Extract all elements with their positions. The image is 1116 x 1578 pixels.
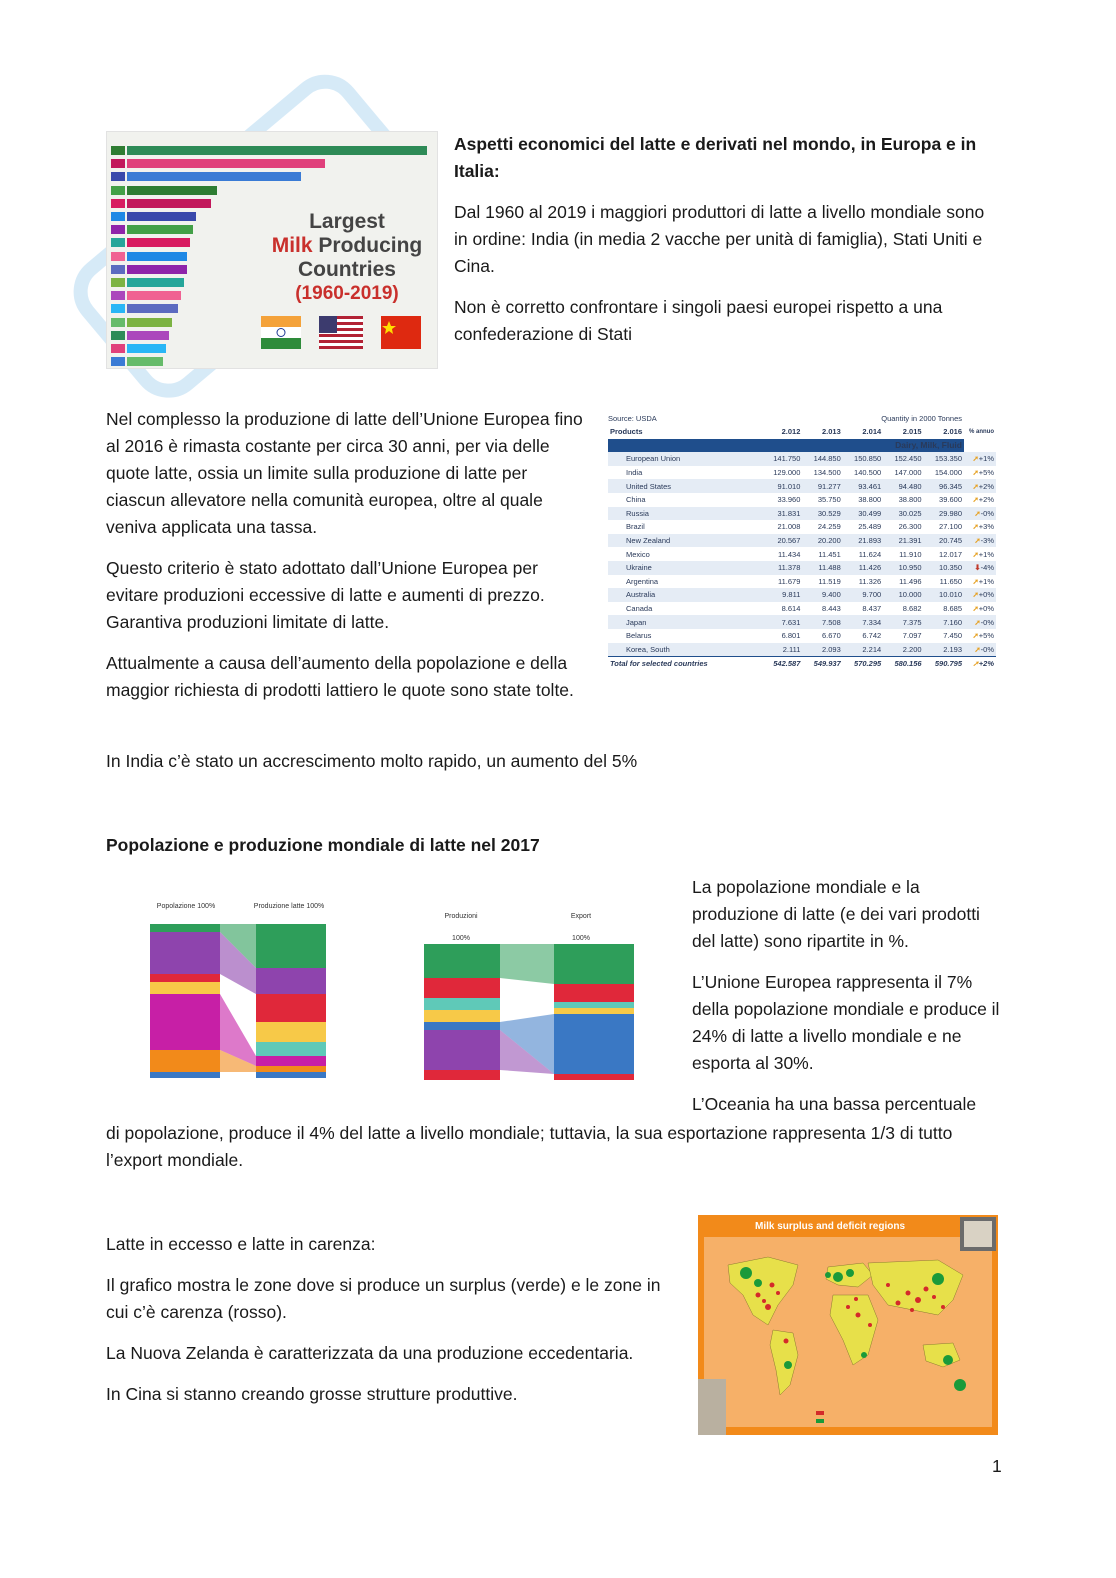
country-flag-icon — [111, 278, 125, 287]
arrow-up-icon: ➚ — [972, 576, 979, 586]
producer-bar — [127, 344, 166, 353]
page-number: 1 — [992, 1456, 1002, 1476]
paragraph: Non è corretto confrontare i singoli paesi europei rispetto a una confederazione di Stati — [454, 297, 943, 344]
arrow-up-icon: ➚ — [974, 644, 981, 654]
country-flag-icon — [111, 159, 125, 168]
table-row: Argentina 11.679 11.519 11.326 11.496 11.650 ➚+1% — [626, 576, 994, 586]
table-row: Ukraine 11.378 11.488 11.426 10.950 10.350 ⬇-4% — [608, 561, 996, 575]
section-eu-quotas — [106, 406, 588, 718]
arrow-up-icon: ➚ — [972, 604, 979, 614]
label-population: Popolazione 100% — [156, 903, 216, 910]
producer-bar — [127, 331, 169, 340]
left-stack — [150, 924, 326, 1078]
producer-bar — [127, 199, 211, 208]
table-row: Canada 8.614 8.443 8.437 8.682 8.685 ➚+0% — [626, 604, 994, 614]
column-header: 2.014 — [862, 427, 882, 437]
paragraph: Il grafico mostra le zone dove si produce un surplus (verde) e le zone in cui c’è carenza (rosso). — [106, 1275, 661, 1322]
arrow-up-icon: ➚ — [972, 454, 979, 464]
paragraph: Latte in eccesso e latte in carenza: — [106, 1234, 376, 1254]
label-pct-right: 100% — [572, 935, 590, 942]
india-flag-icon — [261, 316, 301, 349]
column-header: 2.015 — [902, 427, 922, 437]
paragraph-oceania: di popolazione, produce il 4% del latte a livello mondiale; tuttavia, la sua esportazione rappresenta 1/3 di tutto l’export mondiale. — [106, 1123, 953, 1170]
country-flag-icon — [111, 172, 125, 181]
category-label: Dairy, Milk, Fluid — [608, 439, 964, 453]
table-row: New Zealand 20.567 20.200 21.893 21.391 20.745 ➚-3% — [608, 534, 996, 548]
table-row: India 129.000 134.500 140.500 147.000 154.000 ➚+5% — [626, 468, 994, 478]
table-row: Japan 7.631 7.508 7.334 7.375 7.160 ➚-0% — [608, 615, 996, 629]
producer-bar — [127, 146, 427, 155]
country-flag-icon — [111, 357, 125, 366]
right-stack — [424, 944, 634, 1080]
column-header: 2.013 — [822, 427, 841, 437]
section-heading: Aspetti economici del latte e derivati nel mondo, in Europa e in Italia: — [454, 134, 977, 181]
country-flag-icon — [111, 146, 125, 155]
data-table: Products 2.012 2.013 2.014 2.015 2.016 % annuo Dairy, Milk, Fluid European Union 141.750 144.850 150.850 152.450 153.350 ➚+1% India 129.000 134.500 140.500 147.000 154.000 ➚+5% United States 91.010 91.277 93.461 94.480 96.345 ➚+2% China 33.960 35.750 38.800 38.800 39.600 ➚+2% Russia 31.831 30.529 30.499 30.025 29.980 ➚-0% Brazil 21.008 24.259 25.489 26.300 27.100 ➚+3% New Zealand 20.567 20.200 21.893 21.391 20.745 ➚-3% Mexico 11.434 11.451 11.624 11.910 12.017 ➚+1% Ukraine 11.378 11.488 11.426 10.950 10.350 ⬇-4% Argentina 11.679 11.519 11.326 11.496 11.650 ➚+1% Australia 9.811 9.400 9.700 10.000 10.010 ➚+0% Canada 8.614 8.443 8.437 8.682 8.685 ➚+0% Japan 7.631 7.508 7.334 7.375 7.160 ➚-0% Belarus 6.801 6.670 6.742 7.097 7.450 ➚+5% Korea, South 2.111 2.093 2.214 2.200 2.193 ➚-0% Total for selected countries 542.587 549.937 570.295 580.156 590.795 ➚+2% — [608, 425, 996, 671]
arrow-down-icon: ⬇ — [974, 563, 981, 573]
usda-milk-production-table — [608, 414, 996, 690]
country-flag-icon — [111, 331, 125, 340]
paragraph: Questo criterio è stato adottato dall’Unione Europea per evitare produzioni eccessive di latte e aumenti di prezzo. Garantiva produzioni limitate di latte. — [106, 558, 545, 632]
label-produzioni: Produzioni — [444, 913, 478, 920]
producer-bar — [127, 186, 217, 195]
table-row: United States 91.010 91.277 93.461 94.480 96.345 ➚+2% — [608, 479, 996, 493]
country-flag-icon — [111, 304, 125, 313]
country-flag-icon — [111, 212, 125, 221]
column-header: % annuo — [969, 428, 994, 435]
paragraph: In Cina si stanno creando grosse strutture produttive. — [106, 1384, 518, 1404]
paragraph: Attualmente a causa dell’aumento della popolazione e della maggior richiesta di prodotti lattiero le quote sono state tolte. — [106, 653, 574, 700]
total-label: Total for selected countries — [608, 657, 762, 671]
producer-bar — [127, 159, 325, 168]
arrow-up-icon: ➚ — [972, 468, 979, 478]
paragraph: L’Oceania ha una bassa percentuale — [692, 1094, 977, 1114]
producer-bar — [127, 304, 178, 313]
producer-bar — [127, 212, 196, 221]
arrow-up-icon: ➚ — [972, 631, 979, 641]
map-title: Milk surplus and deficit regions — [754, 1221, 906, 1232]
flags-row — [261, 314, 431, 354]
country-flag-icon — [111, 318, 125, 327]
table-row: Korea, South 2.111 2.093 2.214 2.200 2.193 ➚-0% — [608, 643, 996, 657]
column-header: 2.012 — [781, 427, 801, 437]
label-export: Export — [570, 913, 592, 920]
section-heading-population: Popolazione e produzione mondiale di latte nel 2017 — [106, 835, 540, 855]
producers-figure-title: Largest Milk Producing Countries (1960-2019) — [271, 210, 423, 304]
usa-flag-icon — [319, 316, 363, 349]
arrow-up-icon: ➚ — [972, 659, 979, 669]
country-flag-icon — [111, 186, 125, 195]
largest-milk-producers-figure — [106, 131, 438, 369]
country-flag-icon — [111, 199, 125, 208]
paragraph: La Nuova Zelanda è caratterizzata da una produzione eccedentaria. — [106, 1343, 634, 1363]
paragraph: Dal 1960 al 2019 i maggiori produttori di latte a livello mondiale sono in ordine: India (in media 2 vacche per unità di famiglia), Stati Uniti e Cina. — [454, 202, 985, 276]
country-flag-icon — [111, 252, 125, 261]
table-row: Brazil 21.008 24.259 25.489 26.300 27.100 ➚+3% — [626, 522, 994, 532]
country-flag-icon — [111, 225, 125, 234]
arrow-up-icon: ➚ — [972, 495, 979, 505]
label-pct-left: 100% — [452, 935, 470, 942]
producer-bar — [127, 265, 187, 274]
producer-bar — [127, 225, 193, 234]
arrow-up-icon: ➚ — [972, 590, 979, 600]
producer-bar — [127, 357, 163, 366]
section-population-text — [692, 874, 1004, 1118]
producer-bar — [127, 318, 172, 327]
paragraph: La popolazione mondiale e la produzione di latte (e dei vari prodotti del latte) sono ripartite in %. — [692, 877, 980, 951]
table-source: Source: USDA — [608, 414, 657, 423]
table-row: European Union 141.750 144.850 150.850 152.450 153.350 ➚+1% — [608, 452, 996, 466]
china-flag-icon — [381, 316, 421, 349]
producer-bar — [127, 172, 301, 181]
country-flag-icon — [111, 291, 125, 300]
table-row: China 33.960 35.750 38.800 38.800 39.600 ➚+2% — [626, 495, 994, 505]
arrow-up-icon: ➚ — [972, 481, 979, 491]
arrow-up-icon: ➚ — [972, 522, 979, 532]
producer-bar — [127, 278, 184, 287]
paragraph: L’Unione Europea rappresenta il 7% della popolazione mondiale e produce il 24% di latte a livello mondiale e ne esporta al 30%. — [692, 972, 1000, 1073]
arrow-up-icon: ➚ — [974, 508, 981, 518]
population-production-alluvial-chart — [106, 878, 672, 1104]
label-production: Produzione latte 100% — [253, 903, 325, 910]
table-row: Belarus 6.801 6.670 6.742 7.097 7.450 ➚+5% — [626, 631, 994, 641]
producer-bar — [127, 238, 190, 247]
table-row: Australia 9.811 9.400 9.700 10.000 10.010 ➚+0% — [608, 588, 996, 602]
paragraph: Nel complesso la produzione di latte dell’Unione Europea fino al 2016 è rimasta costante per circa 30 anni, per via delle quote latte, ossia un limite sulla produzione di latte per ciascun allevatore nella comunità europea, oltre al quale veniva applicata una tassa. — [106, 409, 583, 537]
table-row: Mexico 11.434 11.451 11.624 11.910 12.017 ➚+1% — [626, 549, 994, 559]
section-surplus-deficit — [106, 1231, 686, 1422]
milk-surplus-deficit-map — [698, 1215, 998, 1435]
arrow-up-icon: ➚ — [974, 617, 981, 627]
table-row: Russia 31.831 30.529 30.499 30.025 29.980 ➚-0% — [608, 507, 996, 521]
country-flag-icon — [111, 238, 125, 247]
arrow-up-icon: ➚ — [974, 536, 981, 546]
paragraph-india-growth: In India c’è stato un accrescimento molto rapido, un aumento del 5% — [106, 751, 638, 771]
producer-bar — [127, 252, 187, 261]
table-unit: Quantity in 2000 Tonnes — [881, 414, 962, 423]
country-flag-icon — [111, 344, 125, 353]
column-header: Products — [610, 427, 643, 437]
country-flag-icon — [111, 265, 125, 274]
column-header: 2.016 — [943, 427, 962, 437]
section-economic-aspects — [454, 131, 999, 362]
arrow-up-icon: ➚ — [972, 549, 979, 559]
producer-bar — [127, 291, 181, 300]
